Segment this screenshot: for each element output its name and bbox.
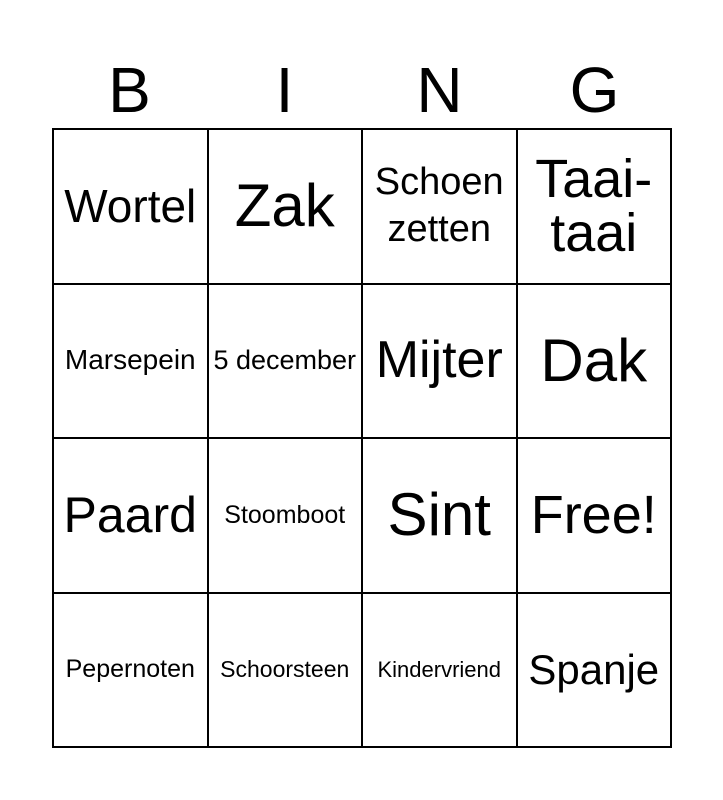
bingo-cell[interactable] [53,129,208,284]
cell-label: Paard [63,486,197,543]
cell-label: Spanje [528,645,660,693]
header-letter-b: B [108,54,151,126]
cell-label: Pepernoten [65,655,195,683]
bingo-cell[interactable] [208,593,363,748]
bingo-cell[interactable] [517,129,672,284]
cell-label: Taai-taai [535,149,653,264]
bingo-header [52,52,672,128]
cell-label: Mijter [375,331,503,390]
bingo-card-grid [52,128,672,748]
cell-label: Zak [234,172,335,240]
bingo-cell[interactable] [208,129,363,284]
bingo-cell[interactable] [53,284,208,439]
bingo-cell[interactable] [208,438,363,593]
cell-label: Sint [387,481,491,549]
bingo-cell[interactable] [208,284,363,439]
bingo-cell[interactable] [362,438,517,593]
bingo-cell[interactable] [362,129,517,284]
cell-label: Stoomboot [224,500,346,529]
cell-label: Schoorsteen [220,656,350,683]
cell-label: Wortel [64,179,197,232]
cell-label: Schoen zetten [374,160,504,251]
bingo-cell[interactable] [362,284,517,439]
bingo-cell[interactable] [517,284,672,439]
cell-label: Marsepein [64,344,196,376]
bingo-cell[interactable] [362,593,517,748]
bingo-cell[interactable] [53,593,208,748]
header-letter-n: N [416,54,463,126]
header-letter-g: G [569,54,620,126]
cell-label: Free! [530,484,657,545]
cell-label: Kindervriend [377,656,501,682]
header-letter-i: I [275,54,294,126]
cell-label: Dak [540,326,648,394]
free-space-cell[interactable] [517,438,672,593]
cell-label: 5 december [213,345,357,376]
bingo-cell[interactable] [517,593,672,748]
bingo-cell[interactable] [53,438,208,593]
